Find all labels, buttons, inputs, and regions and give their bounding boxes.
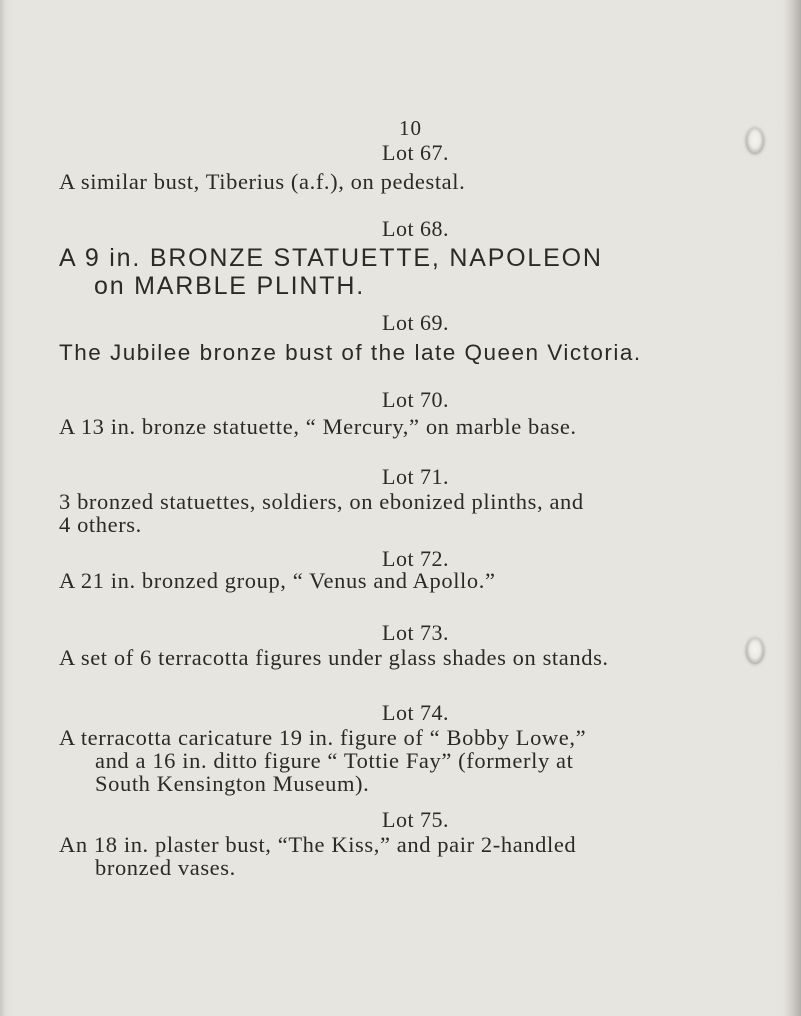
lot-description-line: A 21 in. bronzed group, “ Venus and Apollo.” [59, 568, 496, 593]
lot-description-line: An 18 in. plaster bust, “The Kiss,” and pair 2-handled [59, 832, 577, 857]
lot-description [59, 244, 749, 300]
lot-description [59, 646, 689, 669]
lot-description-line: on MARBLE PLINTH. [94, 272, 365, 300]
lot-description-line: The Jubilee bronze bust of the late Queen Victoria. [59, 340, 642, 365]
lot-description [59, 341, 759, 364]
page-number: 10 [399, 116, 422, 140]
lot-heading: Lot 70. [382, 387, 450, 412]
lot-description [59, 170, 689, 193]
lot-description-line: A terracotta caricature 19 in. figure of “ Bobby Lowe,” [59, 725, 587, 750]
lot-description [59, 726, 689, 795]
lot-description-line: South Kensington Museum). [95, 771, 370, 796]
lot-description-line: bronzed vases. [95, 855, 236, 880]
lot-description [59, 415, 689, 438]
lot-heading: Lot 72. [382, 546, 450, 571]
lot-description [59, 833, 689, 879]
lot-description-line: A 9 in. BRONZE STATUETTE, NAPOLEON [59, 244, 603, 272]
lot-description-line: A similar bust, Tiberius (a.f.), on pedestal. [59, 169, 466, 194]
lot-description-line: A 13 in. bronze statuette, “ Mercury,” on marble base. [59, 414, 577, 439]
lot-heading: Lot 67. [382, 140, 450, 165]
lot-heading: Lot 73. [382, 620, 450, 645]
lot-heading: Lot 75. [382, 807, 450, 832]
lot-heading: Lot 71. [382, 464, 450, 489]
lot-description-line: and a 16 in. ditto figure “ Tottie Fay” (formerly at [95, 748, 574, 773]
lot-description-line: 4 others. [59, 512, 142, 537]
punch-hole-bottom [746, 638, 764, 664]
lot-description [59, 569, 689, 592]
lot-heading: Lot 74. [382, 700, 450, 725]
lot-heading: Lot 69. [382, 310, 450, 335]
page-edge-shadow [783, 0, 801, 1016]
lot-description-line: A set of 6 terracotta figures under glass shades on stands. [59, 645, 609, 670]
lot-heading: Lot 68. [382, 216, 450, 241]
lot-description-line: 3 bronzed statuettes, soldiers, on ebonized plinths, and [59, 489, 584, 514]
lot-description [59, 490, 689, 536]
